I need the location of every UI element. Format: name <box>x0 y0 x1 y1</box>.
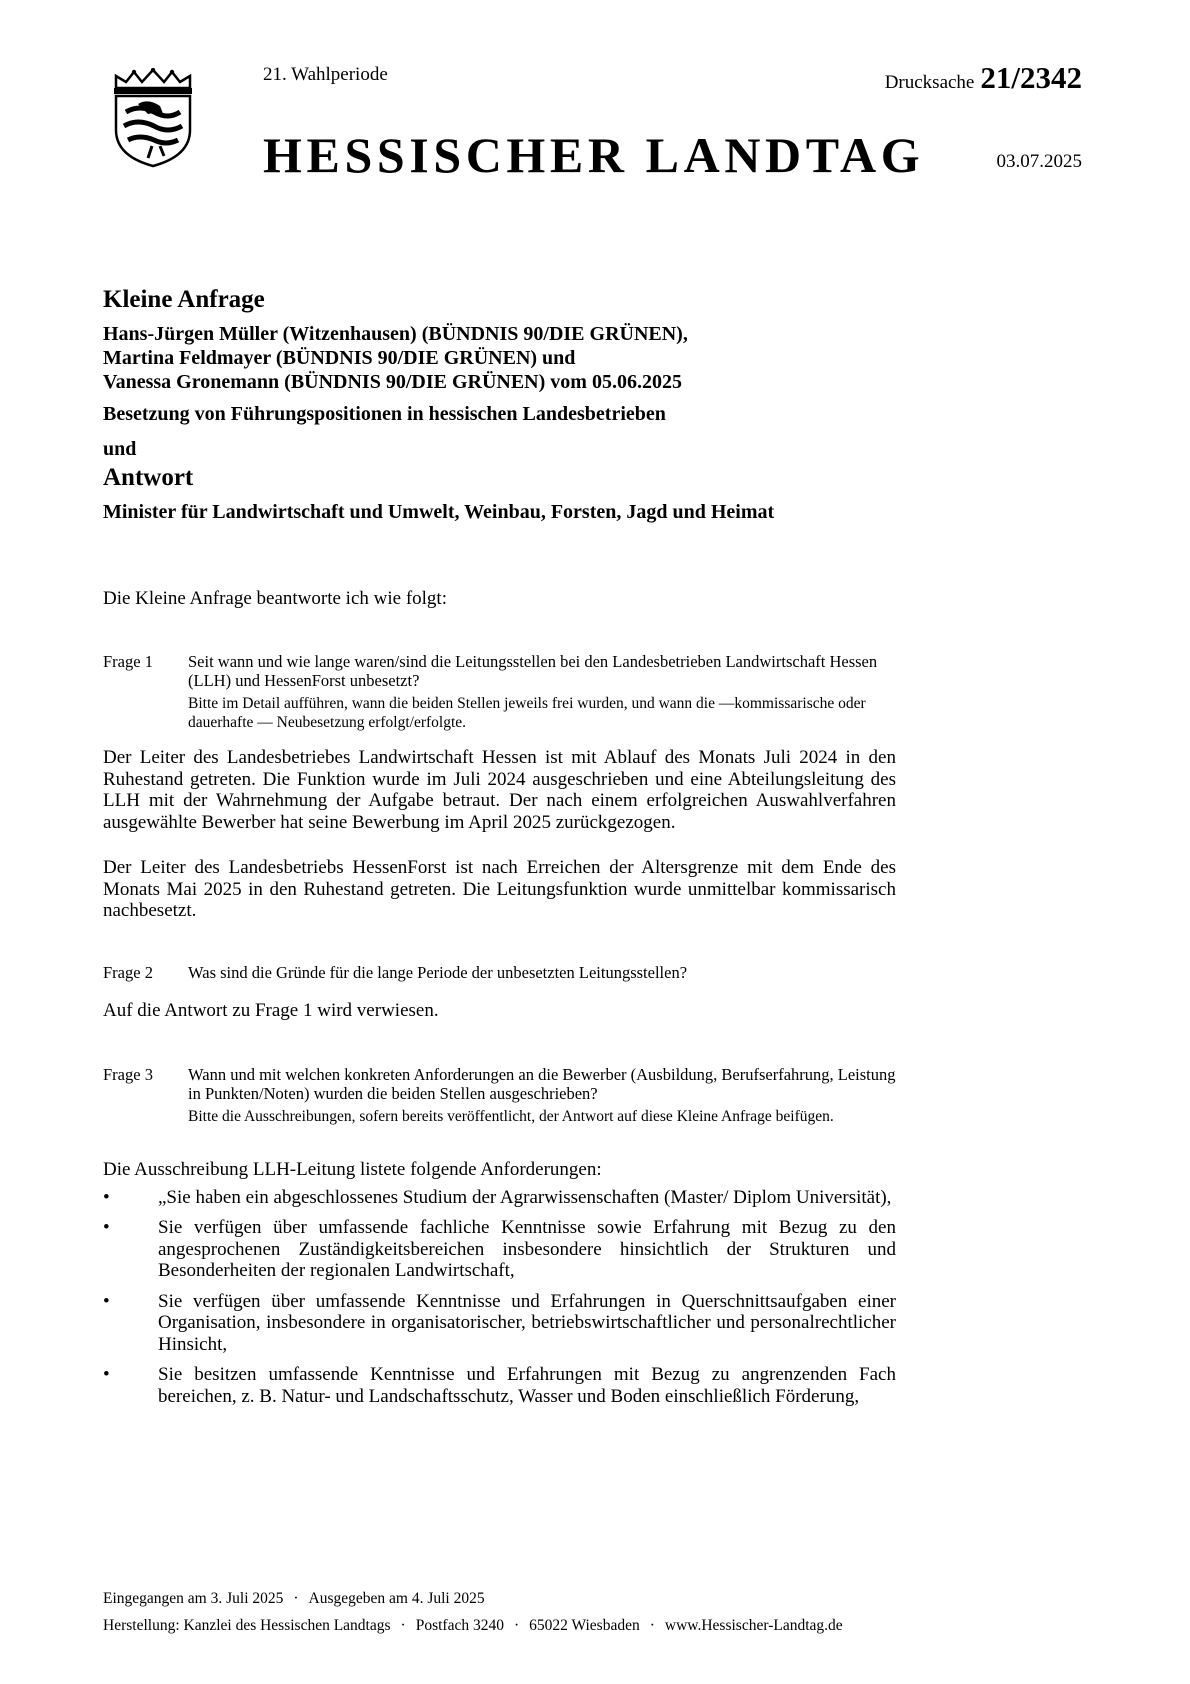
kleine-anfrage-heading: Kleine Anfrage <box>103 286 265 313</box>
issued-date: Ausgegeben am 4. Juli 2025 <box>308 1590 485 1607</box>
question-text: Wann und mit welchen konkreten Anforderungen an die Bewerber (Ausbildung, Berufserfahrung, Leistung in Punkten/Noten) wurden die beiden Stellen ausgeschrieben? <box>188 1065 896 1103</box>
author-line: Vanessa Gronemann (BÜNDNIS 90/DIE GRÜNEN) vom 05.06.2025 <box>103 371 682 393</box>
answer-paragraph: Auf die Antwort zu Frage 1 wird verwiesen. <box>103 1000 439 1021</box>
website-link[interactable]: www.Hessischer-Landtag.de <box>664 1617 843 1634</box>
list-item <box>103 1217 896 1282</box>
intro-text: Die Kleine Anfrage beantworte ich wie folgt: <box>103 588 447 609</box>
separator: · <box>649 1617 655 1634</box>
author-line: Martina Feldmayer (BÜNDNIS 90/DIE GRÜNEN) und <box>103 347 576 369</box>
received-date: Eingegangen am 3. Juli 2025 <box>103 1590 284 1607</box>
und-connector: und <box>103 438 137 460</box>
document-date: 03.07.2025 <box>996 151 1082 172</box>
list-item <box>103 1187 896 1209</box>
authors <box>103 322 1003 394</box>
page-title: HESSISCHER LANDTAG <box>263 127 925 183</box>
bullet: • <box>103 1290 110 1312</box>
answer-1 <box>103 747 896 833</box>
answer-3 <box>103 1159 896 1416</box>
question-label: Frage 3 <box>103 1065 153 1084</box>
producer: Herstellung: Kanzlei des Hessischen Landtags <box>103 1617 391 1634</box>
question-subtext: Bitte die Ausschreibungen, sofern bereits veröffentlicht, der Antwort auf diese Kleine Anfrage beifügen. <box>188 1108 834 1125</box>
hesse-coat-of-arms-icon <box>108 68 198 168</box>
drucksache-number: 21/2342 <box>980 60 1082 95</box>
subject: Besetzung von Führungspositionen in hessischen Landesbetrieben <box>103 403 666 425</box>
answer-2 <box>103 1000 896 1022</box>
list-item-text: Sie verfügen über umfassende Kenntnisse und Erfahrungen in Querschnittsaufgaben einer Organisation, insbesondere in organisatorischer, betriebswirtschaftlicher und personalrechtlicher Hinsicht, <box>158 1290 896 1355</box>
footer-line-2 <box>103 1617 843 1635</box>
requirements-list <box>103 1187 896 1408</box>
question-subtext: Bitte im Detail aufführen, wann die beiden Stellen jeweils frei wurden, und wann die —kommissarische oder dauerhafte — Neubesetzung erfolgt/erfolgte. <box>188 695 866 731</box>
list-item-text: „Sie haben ein abgeschlossenes Studium der Agrarwissenschaften (Master/ Diplom Universität), <box>158 1186 892 1208</box>
separator: · <box>513 1617 520 1634</box>
antwort-heading: Antwort <box>103 464 194 491</box>
answer-paragraph: Der Leiter des Landesbetriebs HessenForst ist nach Erreichen der Altersgrenze mit dem Ende des Monats Mai 2025 in den Ruhestand getreten. Die Leitungsfunktion wurde unmittelbar kommissarisch nachbesetzt. <box>103 857 896 921</box>
answer-1-part-2 <box>103 857 896 922</box>
separator: · <box>400 1617 406 1634</box>
bullet: • <box>103 1186 110 1208</box>
drucksache <box>885 60 1082 96</box>
drucksache-label: Drucksache <box>884 72 975 93</box>
footer-line-1 <box>103 1590 485 1608</box>
minister: Minister für Landwirtschaft und Umwelt, Weinbau, Forsten, Jagd und Heimat <box>103 501 775 523</box>
city: 65022 Wiesbaden <box>529 1617 640 1634</box>
list-item-text: Sie verfügen über umfassende fachliche Kenntnisse sowie Erfahrung mit Bezug zu den angesprochenen Zuständigkeitsbereichen insbesondere hinsichtlich der Strukturen und Besonderheiten der regionalen Landwirtschaft, <box>158 1217 896 1281</box>
bullet: • <box>103 1364 110 1385</box>
question-text: Seit wann und wie lange waren/sind die Leitungsstellen bei den Landesbetrieben Landwirtschaft Hessen (LLH) und HessenForst unbesetzt? <box>188 652 878 690</box>
question-1 <box>103 652 903 736</box>
list-item <box>103 1364 896 1407</box>
author-line: Hans-Jürgen Müller (Witzenhausen) (BÜNDNIS 90/DIE GRÜNEN), <box>103 323 688 345</box>
list-item <box>103 1291 896 1356</box>
bullet: • <box>103 1217 110 1238</box>
separator: · <box>293 1590 299 1607</box>
question-2 <box>103 963 903 986</box>
list-item-text: Sie besitzen umfassende Kenntnisse und Erfahrungen mit Bezug zu angrenzenden Fach bereichen, z. B. Natur- und Landschaftsschutz, Wasser und Boden einschließlich Förderung, <box>158 1364 896 1407</box>
question-text: Was sind die Gründe für die lange Periode der unbesetzten Leitungsstellen? <box>188 963 688 982</box>
answer-paragraph: Der Leiter des Landesbetriebes Landwirtschaft Hessen ist mit Ablauf des Monats Juli 2024 in den Ruhestand getreten. Die Funktion wurde im Juli 2024 ausgeschrieben und eine Abteilungsleitung des LLH mit der Wahrnehmung der Aufgabe betraut. Der nach einem erfolgreichen Auswahlverfahren ausgewählte Bewerber hat seine Bewerbung im April 2025 zurückgezogen. <box>103 747 896 833</box>
title-block <box>103 286 1003 524</box>
question-3 <box>103 1065 903 1130</box>
question-label: Frage 1 <box>103 652 153 671</box>
postbox: Postfach 3240 <box>415 1617 504 1634</box>
electoral-period: 21. Wahlperiode <box>263 64 388 85</box>
question-label: Frage 2 <box>103 963 153 982</box>
answer-intro: Die Ausschreibung LLH-Leitung listete folgende Anforderungen: <box>103 1159 602 1180</box>
